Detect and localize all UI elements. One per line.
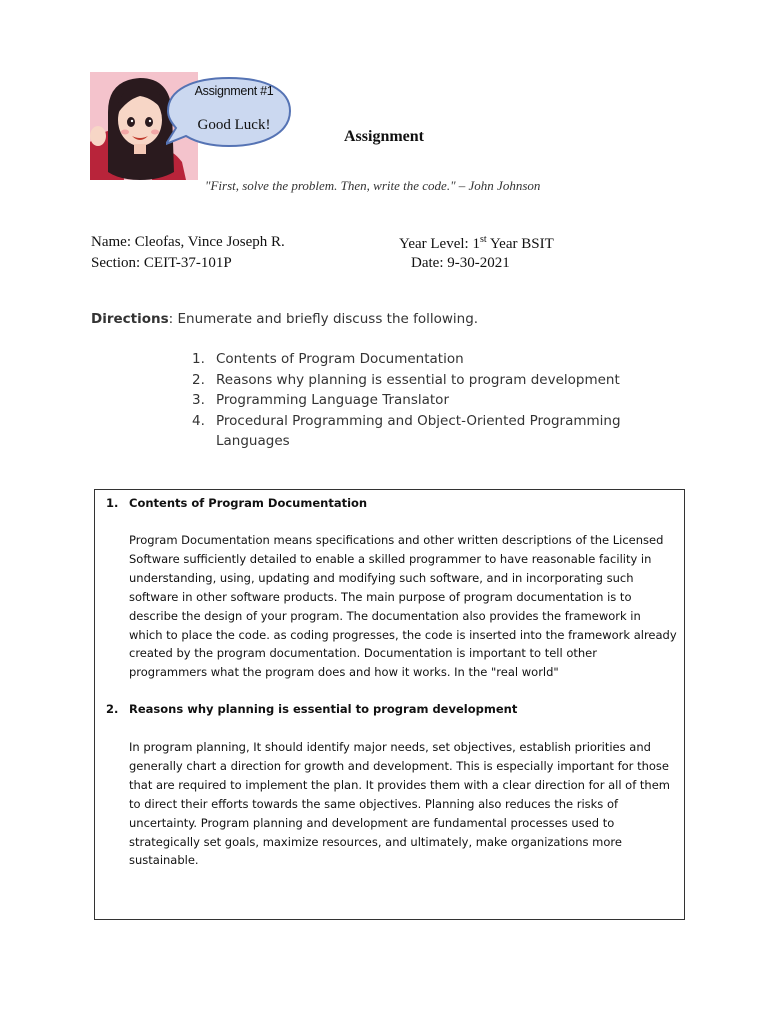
section-2-number: 2.: [106, 702, 119, 716]
directions-text: : Enumerate and briefly discuss the following.: [168, 311, 479, 327]
year-suffix: st: [479, 234, 487, 245]
year-rest: Year BSIT: [489, 236, 554, 252]
list-item-number: 4.: [192, 412, 205, 429]
directions-list: [192, 349, 632, 452]
date-value: 9-30-2021: [447, 255, 510, 271]
year-line: [399, 234, 554, 253]
name-value: Cleofas, Vince Joseph R.: [134, 234, 285, 250]
section-1-body: Program Documentation means specifications and other written descriptions of the Licensed Software sufficiently detailed to enable a skilled programmer to have reasonable facility in understanding, using, updating and modifying such software, and in incorporating such software in other software products. The main purpose of program documentation is to describe the design of your program. The documentation also provides the framework in which to place the code. as coding progresses, the code is inserted into the framework already created by the program documentation. Documentation is important to tell other programmers what the program does and how it works. In the "real world": [129, 533, 677, 680]
section-value: CEIT-37-101P: [143, 255, 232, 271]
date-label: Date:: [411, 255, 444, 271]
year-label: Year Level:: [399, 236, 469, 252]
list-item-text: Reasons why planning is essential to program development: [216, 371, 620, 388]
section-line: [91, 255, 232, 272]
quote: "First, solve the problem. Then, write the code." – John Johnson: [205, 178, 541, 193]
section-2-body: In program planning, It should identify major needs, set objectives, establish priorities and generally chart a direction for growth and development. This is especially important for those that are required to implement the plan. It provides them with a clear direction for all of them to direct their efforts towards the same objectives. Planning also reduces the risks of uncertainty. Program planning and development are fundamental processes used to strategically set goals, maximize resources, and ultimately, make organizations more sustainable.: [129, 740, 670, 868]
section-1-title: Contents of Program Documentation: [129, 496, 368, 510]
list-item: [192, 370, 632, 391]
list-item: [192, 349, 632, 370]
date-line: [411, 255, 510, 272]
bubble-assignment-label: Assignment #1: [194, 84, 274, 98]
section-label: Section:: [91, 255, 141, 271]
section-2-heading: [106, 702, 517, 716]
list-item-number: 1.: [192, 351, 205, 367]
list-item-text: Contents of Program Documentation: [216, 351, 464, 367]
directions: [91, 311, 478, 327]
bubble-good-luck: Good Luck!: [197, 117, 271, 133]
name-line: [91, 234, 285, 251]
list-item-text: Procedural Programming and Object-Oriented Programming Languages: [216, 412, 621, 449]
name-label: Name:: [91, 234, 131, 250]
list-item: [192, 411, 632, 452]
page-title: Assignment: [343, 128, 424, 145]
section-1-number: 1.: [106, 496, 119, 510]
section-2-title: Reasons why planning is essential to program development: [129, 702, 518, 716]
list-item-number: 3.: [192, 392, 205, 408]
section-1-heading: [106, 496, 367, 510]
list-item-number: 2.: [192, 371, 205, 388]
directions-label: Directions: [91, 311, 169, 327]
list-item: [192, 390, 632, 411]
year-num: 1: [472, 236, 480, 252]
list-item-text: Programming Language Translator: [216, 392, 449, 408]
